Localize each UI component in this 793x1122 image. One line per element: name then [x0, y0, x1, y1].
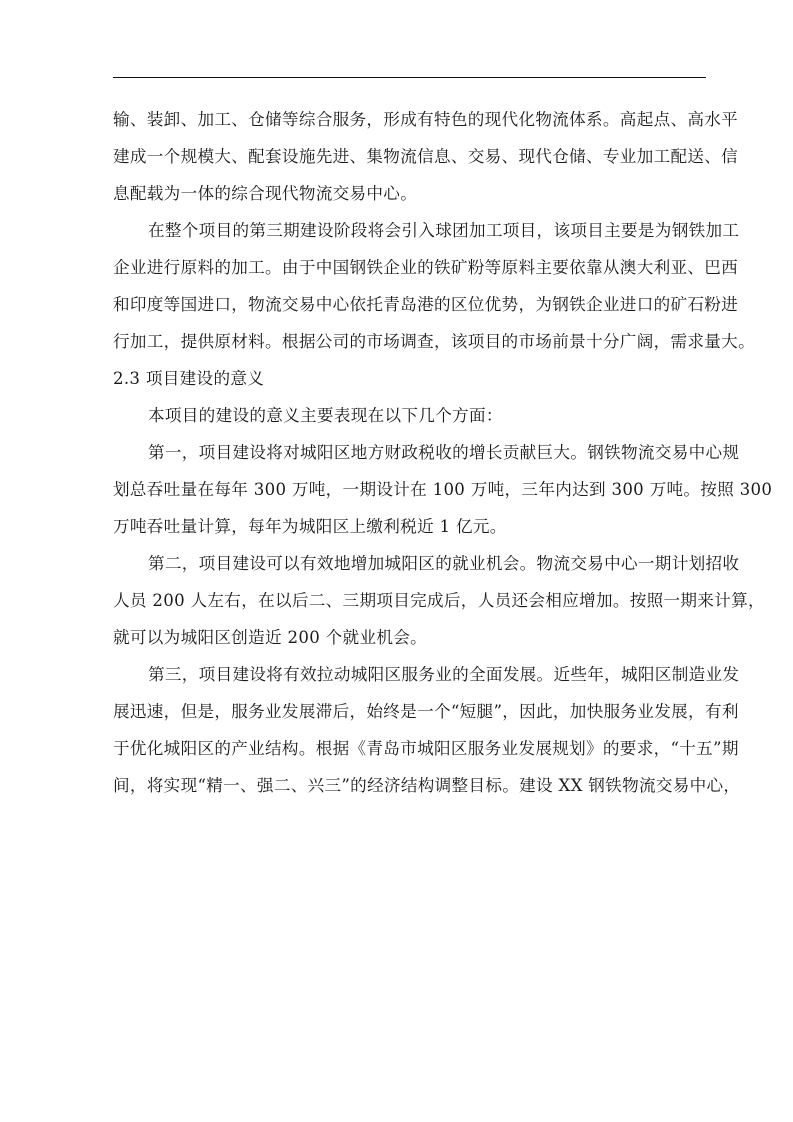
paragraph-line: 展迅速，但是，服务业发展滞后，始终是一个“短腿”，因此，加快服务业发展，有利 — [113, 702, 739, 721]
paragraph-line: 在整个项目的第三期建设阶段将会引入球团加工项目，该项目主要是为钢铁加工 — [148, 221, 740, 240]
section-heading: 2.3 项目建设的意义 — [113, 369, 265, 388]
paragraph-line: 建成一个规模大、配套设施先进、集物流信息、交易、现代仓储、专业加工配送、信 — [113, 147, 739, 166]
paragraph-line: 于优化城阳区的产业结构。根据《青岛市城阳区服务业发展规划》的要求，“十五”期 — [113, 739, 739, 758]
paragraph-line: 就可以为城阳区创造近 200 个就业机会。 — [113, 628, 428, 647]
paragraph-line: 人员 200 人左右，在以后二、三期项目完成后，人员还会相应增加。按照一期来计算， — [113, 591, 765, 610]
paragraph-line: 和印度等国进口，物流交易中心依托青岛港的区位优势，为钢铁企业进口的矿石粉进 — [113, 295, 739, 314]
paragraph-line: 第二，项目建设可以有效地增加城阳区的就业机会。物流交易中心一期计划招收 — [148, 554, 740, 573]
paragraph-line: 万吨吞吐量计算，每年为城阳区上缴利税近 1 亿元。 — [113, 517, 507, 536]
paragraph-line: 第三，项目建设将有效拉动城阳区服务业的全面发展。近些年，城阳区制造业发 — [148, 665, 740, 684]
paragraph-line: 划总吞吐量在每年 300 万吨，一期设计在 100 万吨，三年内达到 300 万吨。按照 300 — [113, 480, 773, 499]
paragraph-line: 间，将实现“精一、强二、兴三”的经济结构调整目标。建设 XX 钢铁物流交易中心， — [113, 776, 741, 795]
body-text — [113, 101, 773, 804]
paragraph-line: 息配载为一体的综合现代物流交易中心。 — [113, 184, 418, 203]
paragraph-line: 企业进行原料的加工。由于中国钢铁企业的铁矿粉等原料主要依靠从澳大利亚、巴西 — [113, 258, 739, 277]
paragraph-line: 输、装卸、加工、仓储等综合服务，形成有特色的现代化物流体系。高起点、高水平 — [113, 110, 739, 129]
paragraph-line: 行加工，提供原材料。根据公司的市场调查，该项目的市场前景十分广阔，需求量大。 — [113, 332, 755, 351]
header-rule — [113, 77, 706, 78]
paragraph-line: 本项目的建设的意义主要表现在以下几个方面： — [148, 406, 503, 425]
paragraph-line: 第一，项目建设将对城阳区地方财政税收的增长贡献巨大。钢铁物流交易中心规 — [148, 443, 740, 462]
